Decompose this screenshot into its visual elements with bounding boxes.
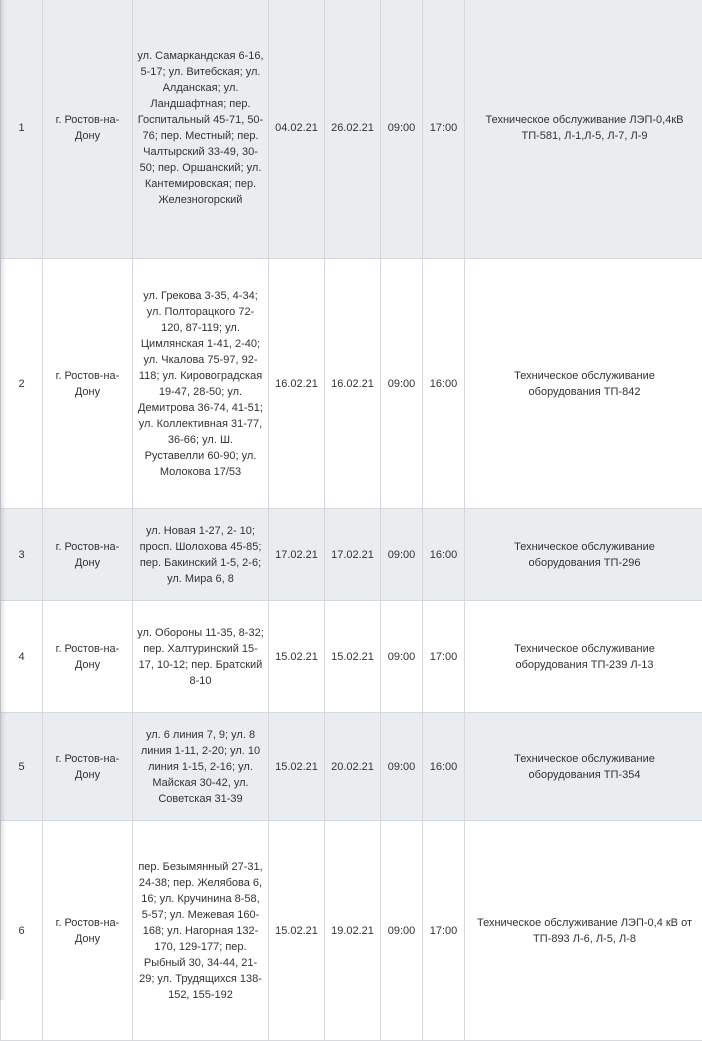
- time-end-cell: 17:00: [423, 601, 465, 713]
- time-start-cell: 09:00: [381, 509, 423, 601]
- description-text: Техническое обслуживание оборудования ТП-239 Л-13: [490, 641, 680, 673]
- city-cell: г. Ростов-на-Дону: [43, 713, 133, 821]
- address-cell: ул. Грекова 3-35, 4-34; ул. Полторацкого 72-120, 87-119; ул. Цимлянская 1-41, 2-40; ул. Чкалова 75-97, 92-118; ул. Кировоградская 19-47, 28-50; ул. Демитрова 36-74, 41-51; ул. Коллективная 31-77, 36-66; ул. Ш. Руставелли 60-90; ул. Молокова 17/53: [133, 259, 269, 509]
- date-end-cell: 17.02.21: [325, 509, 381, 601]
- date-start-cell: 04.02.21: [269, 0, 325, 259]
- description-cell: [465, 601, 702, 713]
- table-row: [1, 821, 702, 1041]
- table-row: [1, 601, 702, 713]
- date-end-cell: 19.02.21: [325, 821, 381, 1041]
- description-text: Техническое обслуживание ЛЭП-0,4 кВ от ТП-893 Л-6, Л-5, Л-8: [475, 915, 695, 947]
- time-start-cell: 09:00: [381, 259, 423, 509]
- date-start-cell: 15.02.21: [269, 713, 325, 821]
- city-cell: г. Ростов-на-Дону: [43, 259, 133, 509]
- table-row: [1, 713, 702, 821]
- row-number: 4: [1, 601, 43, 713]
- city-cell: г. Ростов-на-Дону: [43, 0, 133, 259]
- description-cell: [465, 713, 702, 821]
- time-start-cell: 09:00: [381, 713, 423, 821]
- date-start-cell: 17.02.21: [269, 509, 325, 601]
- row-number: 3: [1, 509, 43, 601]
- address-cell: пер. Безымянный 27-31, 24-38; пер. Желябова 6, 16; ул. Кручинина 8-58, 5-57; ул. Межевая 160-168; ул. Нагорная 132-170, 129-177; пер. Рыбный 30, 34-44, 21-29; ул. Трудящихся 138-152, 155-192: [133, 821, 269, 1041]
- time-start-cell: 09:00: [381, 821, 423, 1041]
- description-text: Техническое обслуживание ЛЭП-0,4кВ ТП-581, Л-1,Л-5, Л-7, Л-9: [480, 112, 690, 144]
- row-number: 2: [1, 259, 43, 509]
- description-cell: [465, 0, 702, 259]
- row-number: 5: [1, 713, 43, 821]
- address-cell: ул. Обороны 11-35, 8-32; пер. Халтуринский 15-17, 10-12; пер. Братский 8-10: [133, 601, 269, 713]
- date-start-cell: 15.02.21: [269, 821, 325, 1041]
- time-end-cell: 16:00: [423, 509, 465, 601]
- address-cell: ул. 6 линия 7, 9; ул. 8 линия 1-11, 2-20; ул. 10 линия 1-15, 2-16; ул. Майская 30-42, ул. Советская 31-39: [133, 713, 269, 821]
- date-start-cell: 16.02.21: [269, 259, 325, 509]
- time-start-cell: 09:00: [381, 0, 423, 259]
- date-end-cell: 15.02.21: [325, 601, 381, 713]
- description-cell: [465, 821, 702, 1041]
- time-start-cell: 09:00: [381, 601, 423, 713]
- time-end-cell: 16:00: [423, 259, 465, 509]
- time-end-cell: 17:00: [423, 0, 465, 259]
- description-text: Техническое обслуживание оборудования ТП-354: [490, 751, 680, 783]
- time-end-cell: 17:00: [423, 821, 465, 1041]
- table-row: [1, 509, 702, 601]
- date-end-cell: 26.02.21: [325, 0, 381, 259]
- description-text: Техническое обслуживание оборудования ТП-842: [490, 368, 680, 400]
- address-cell: ул. Самаркандская 6-16, 5-17; ул. Витебская; ул. Алданская; ул. Ландшафтная; пер. Госпитальный 45-71, 50-76; пер. Местный; пер. Чалтырский 33-49, 30-50; пер. Оршанский; ул. Кантемировская; пер. Железногорский: [133, 0, 269, 259]
- time-end-cell: 16:00: [423, 713, 465, 821]
- date-end-cell: 16.02.21: [325, 259, 381, 509]
- date-start-cell: 15.02.21: [269, 601, 325, 713]
- city-cell: г. Ростов-на-Дону: [43, 821, 133, 1041]
- city-cell: г. Ростов-на-Дону: [43, 601, 133, 713]
- date-end-cell: 20.02.21: [325, 713, 381, 821]
- address-cell: ул. Новая 1-27, 2- 10; просп. Шолохова 45-85; пер. Бакинский 1-5, 2-6; ул. Мира 6, 8: [133, 509, 269, 601]
- description-cell: [465, 509, 702, 601]
- row-number: 6: [1, 821, 43, 1041]
- row-number: 1: [1, 0, 43, 259]
- table-row: [1, 259, 702, 509]
- city-cell: г. Ростов-на-Дону: [43, 509, 133, 601]
- description-text: Техническое обслуживание оборудования ТП-296: [490, 539, 680, 571]
- description-cell: [465, 259, 702, 509]
- table-row: [1, 0, 702, 259]
